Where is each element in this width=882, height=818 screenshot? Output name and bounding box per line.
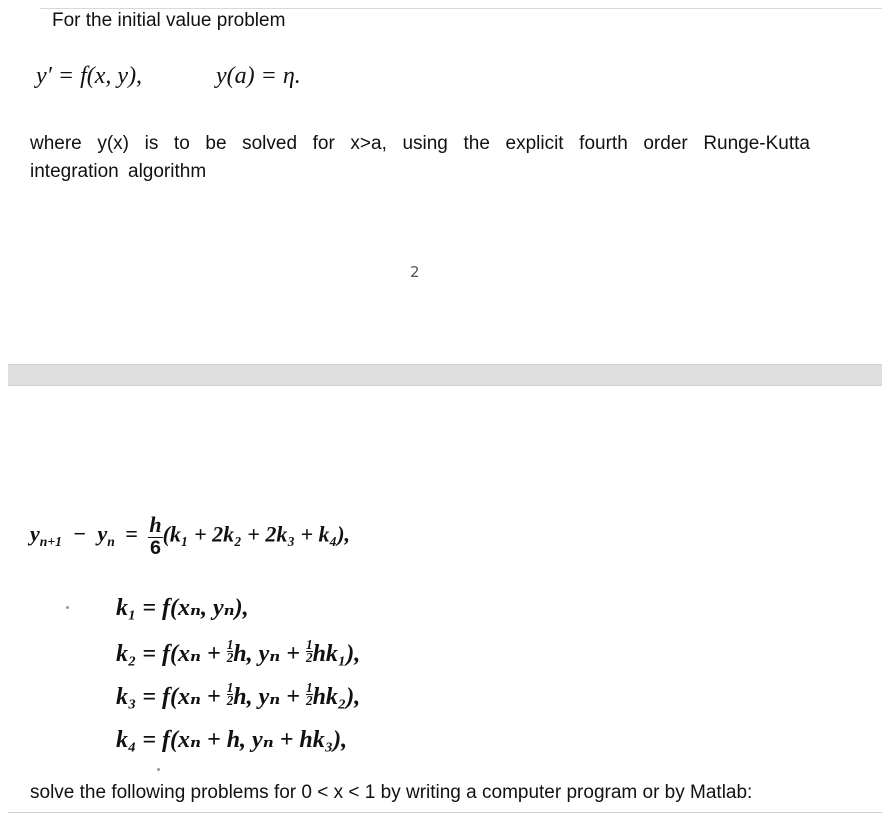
initial-condition: y(a) = η. [216, 63, 301, 89]
y-next: $y_{n+1}$ [30, 521, 62, 550]
minus-sign: − [73, 521, 86, 547]
ode-equation: y′ = f(x, y), [36, 63, 143, 89]
scan-speck [66, 606, 69, 609]
closing-instruction: solve the following problems for 0 < x < 1 by writing a computer program or by Matlab: [30, 782, 753, 803]
page-break [8, 364, 882, 386]
k1-formula: k₁ = f(xₙ, yₙ), [116, 595, 249, 621]
k4-formula: k₄ = f(xₙ + h, yₙ + hk₃), [116, 727, 348, 753]
bottom-divider [8, 812, 882, 813]
k-sum: (k₁ + 2k₂ + 2k₃ + k₄), [162, 521, 351, 547]
y-current: $y_n$ [97, 521, 115, 550]
scan-speck [157, 768, 160, 771]
half-fraction: $\frac{1}{2}$ [305, 637, 313, 666]
h-over-six-fraction: $\frac{h}{6}$ [149, 512, 162, 559]
top-divider [40, 8, 882, 9]
k3-formula: k₃ = f(xₙ + $\frac{1}{2}$ h, yₙ + $\frac{1}{2}$ hk₂), [116, 680, 361, 710]
intro-text: For the initial value problem [52, 10, 286, 31]
problem-description [30, 130, 810, 186]
half-fraction: $\frac{1}{2}$ [305, 680, 313, 709]
problem-description-text: where y(x) is to be solved for x>a, using the explicit fourth order Runge-Kutta integration algorithm [30, 133, 810, 182]
page-number: 2 [410, 263, 420, 281]
half-fraction: $\frac{1}{2}$ [226, 680, 234, 709]
equals-sign: = [125, 521, 138, 547]
half-fraction: $\frac{1}{2}$ [226, 637, 234, 666]
k2-formula: k₂ = f(xₙ + $\frac{1}{2}$ h, yₙ + $\frac{1}{2}$ hk₁), [116, 637, 361, 667]
rk4-update-formula [30, 514, 350, 559]
